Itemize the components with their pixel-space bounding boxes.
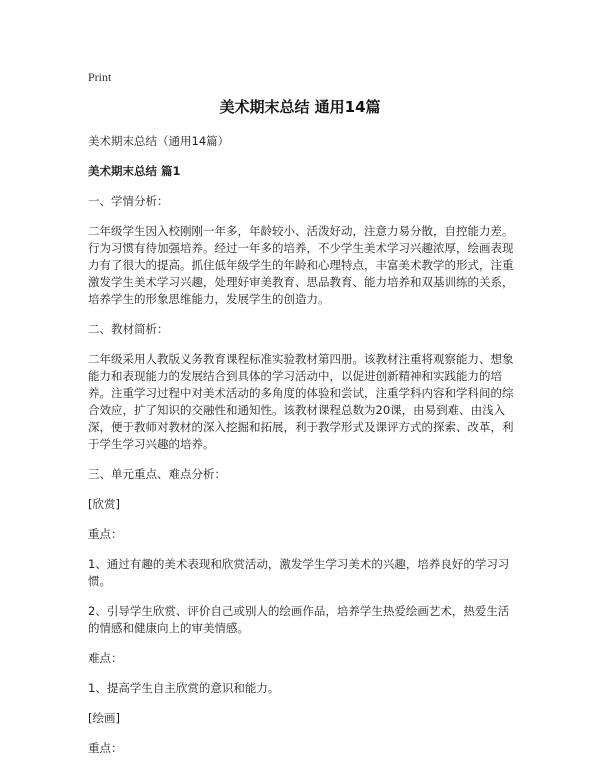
heading-unit-focus: 三、单元重点、难点分析：: [88, 467, 226, 481]
label-painting: [绘画]: [88, 711, 120, 725]
key-point-2: 2、引导学生欣赏、评价自己或别人的绘画作品，培养学生热爱绘画艺术，热爱生活的情感和健康向上的审美情感。: [88, 604, 510, 635]
label-key-points-painting: 重点：: [88, 741, 123, 755]
heading-student-analysis: 一、学情分析：: [88, 194, 169, 208]
document-title: 美术期末总结 通用14篇: [219, 98, 381, 116]
heading-textbook-analysis: 二、教材简析：: [88, 322, 169, 336]
label-difficulties: 难点：: [88, 651, 123, 665]
label-key-points: 重点：: [88, 527, 123, 541]
document-subtitle: 美术期末总结（通用14篇）: [88, 134, 230, 148]
paragraph-textbook-analysis: 二年级采用人教版义务教育课程标准实验教材第四册。该教材注重将观察能力、想象能力和表现能力的发展结合到具体的学习活动中，以促进创新精神和实践能力的培养。注重学习过程中对美术活动的多角度的体验和尝试，注重学科内容和学科间的综合效应，扩了知识的交融性和通知性。该教材课程总数为20课，由易到难、由浅入深，便于教师对教材的深入挖掘和拓展，利于教学形式及课评方式的探索、改革，利于学生学习兴趣的培养。: [88, 352, 514, 451]
print-link[interactable]: Print: [88, 70, 112, 84]
key-point-1: 1、通过有趣的美术表现和欣赏活动，激发学生学习美术的兴趣，培养良好的学习习惯。: [88, 557, 510, 588]
difficulty-1: 1、提高学生自主欣赏的意识和能力。: [88, 681, 280, 695]
paragraph-student-analysis: 二年级学生因入校刚刚一年多，年龄较小、活泼好动，注意力易分散，自控能力差。行为习惯有待加强培养。经过一年多的培养，不少学生美术学习兴趣浓厚，绘画表现力有了很大的提高。抓住低年级学生的年龄和心理特点，丰富美术教学的形式，注重激发学生美术学习兴趣，处理好审美教育、思品教育、能力培养和双基训练的关系，培养学生的形象思维能力，发展学生的创造力。: [88, 224, 514, 306]
document-body: [88, 133, 518, 770]
label-appreciation: [欣赏]: [88, 497, 120, 511]
section-heading: 美术期末总结 篇1: [88, 164, 181, 178]
